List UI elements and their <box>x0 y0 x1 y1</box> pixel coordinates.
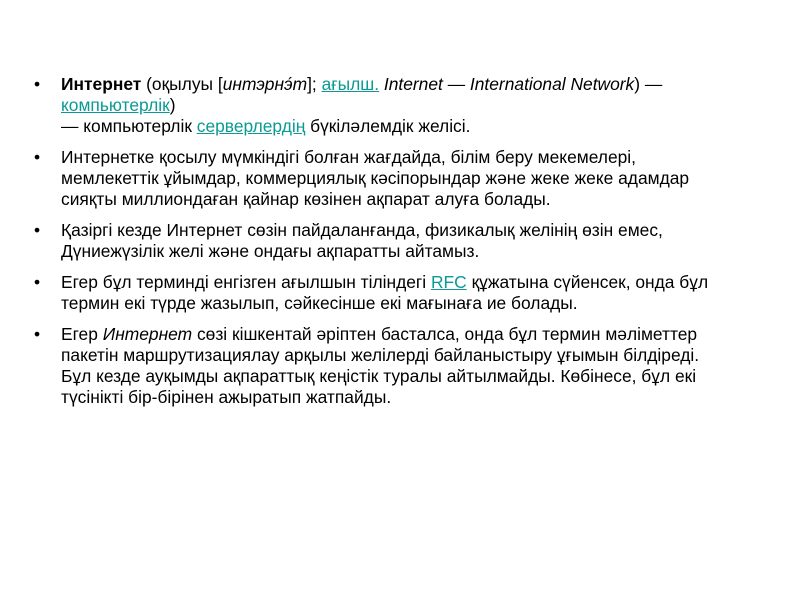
bullet-icon: • <box>34 74 41 94</box>
bullet-icon: • <box>34 272 41 292</box>
rfc-link[interactable]: RFC <box>430 272 467 292</box>
italic-term: Интернет <box>102 324 193 344</box>
bullet-icon: • <box>34 324 41 344</box>
bullet-list <box>34 74 734 418</box>
definition-tail: бүкіләлемдік желісі. <box>305 116 471 136</box>
bullet-item-rfc <box>34 272 734 314</box>
paren-dash-text: ) — <box>634 74 663 94</box>
pronunciation-close: ]; <box>307 74 322 94</box>
bullet-item-definition <box>34 74 734 137</box>
english-term: Internet <box>383 74 443 94</box>
definition-text: — компьютерлік <box>61 116 197 136</box>
bullet-icon: • <box>34 147 41 167</box>
english-lang-link[interactable]: ағылш. <box>321 74 380 94</box>
bullet-text-after: сөзі кішкентай әріптен басталса, онда бұл термин мәліметтер пакетін маршрутизациялау арқылы желілерді байланыстыру ұғымын білдіреді. Бұл кезде ауқымды ақпараттық кеңістік туралы айтылмайды. Көбінесе, бұл екі түсінікті бір-бірінен ажыратып жатпайды. <box>61 324 700 407</box>
close-paren-text: ) <box>169 95 176 115</box>
pronunciation: интэрнэ́т <box>222 74 308 94</box>
term-internet: Интернет <box>61 74 142 94</box>
computer-link[interactable]: компьютерлік <box>61 95 170 115</box>
dash-text: — <box>442 74 470 94</box>
bullet-text: Интернетке қосылу мүмкіндігі болған жағдайда, білім беру мекемелері, мемлекеттік ұйымдар, коммерциялық кәсіпорындар және жеке жеке адамдар сияқты миллиондаған қайнар көзінен ақпарат алуға болады. <box>61 147 690 209</box>
bullet-text: Қазіргі кезде Интернет сөзін пайдаланғанда, физикалық желінің өзін емес, Дүниежүзілік желі және ондағы ақпаратты айтамыз. <box>61 220 663 261</box>
bullet-item-usage <box>34 220 734 262</box>
english-full-term: International Network <box>469 74 635 94</box>
servers-link[interactable]: серверлердің <box>196 116 306 136</box>
bullet-item-lowercase <box>34 324 734 408</box>
bullet-text-after: құжатына сүйенсек, онда бұл термин екі түрде жазылып, сәйкесінше екі мағынаға ие болады. <box>61 272 709 313</box>
bullet-icon: • <box>34 220 41 240</box>
bullet-item-access <box>34 147 734 210</box>
bullet-text-before: Егер бұл терминді енгізген ағылшын тіліндегі <box>61 272 431 292</box>
pronunciation-open: (оқылуы [ <box>141 74 223 94</box>
bullet-text-before: Егер <box>61 324 103 344</box>
